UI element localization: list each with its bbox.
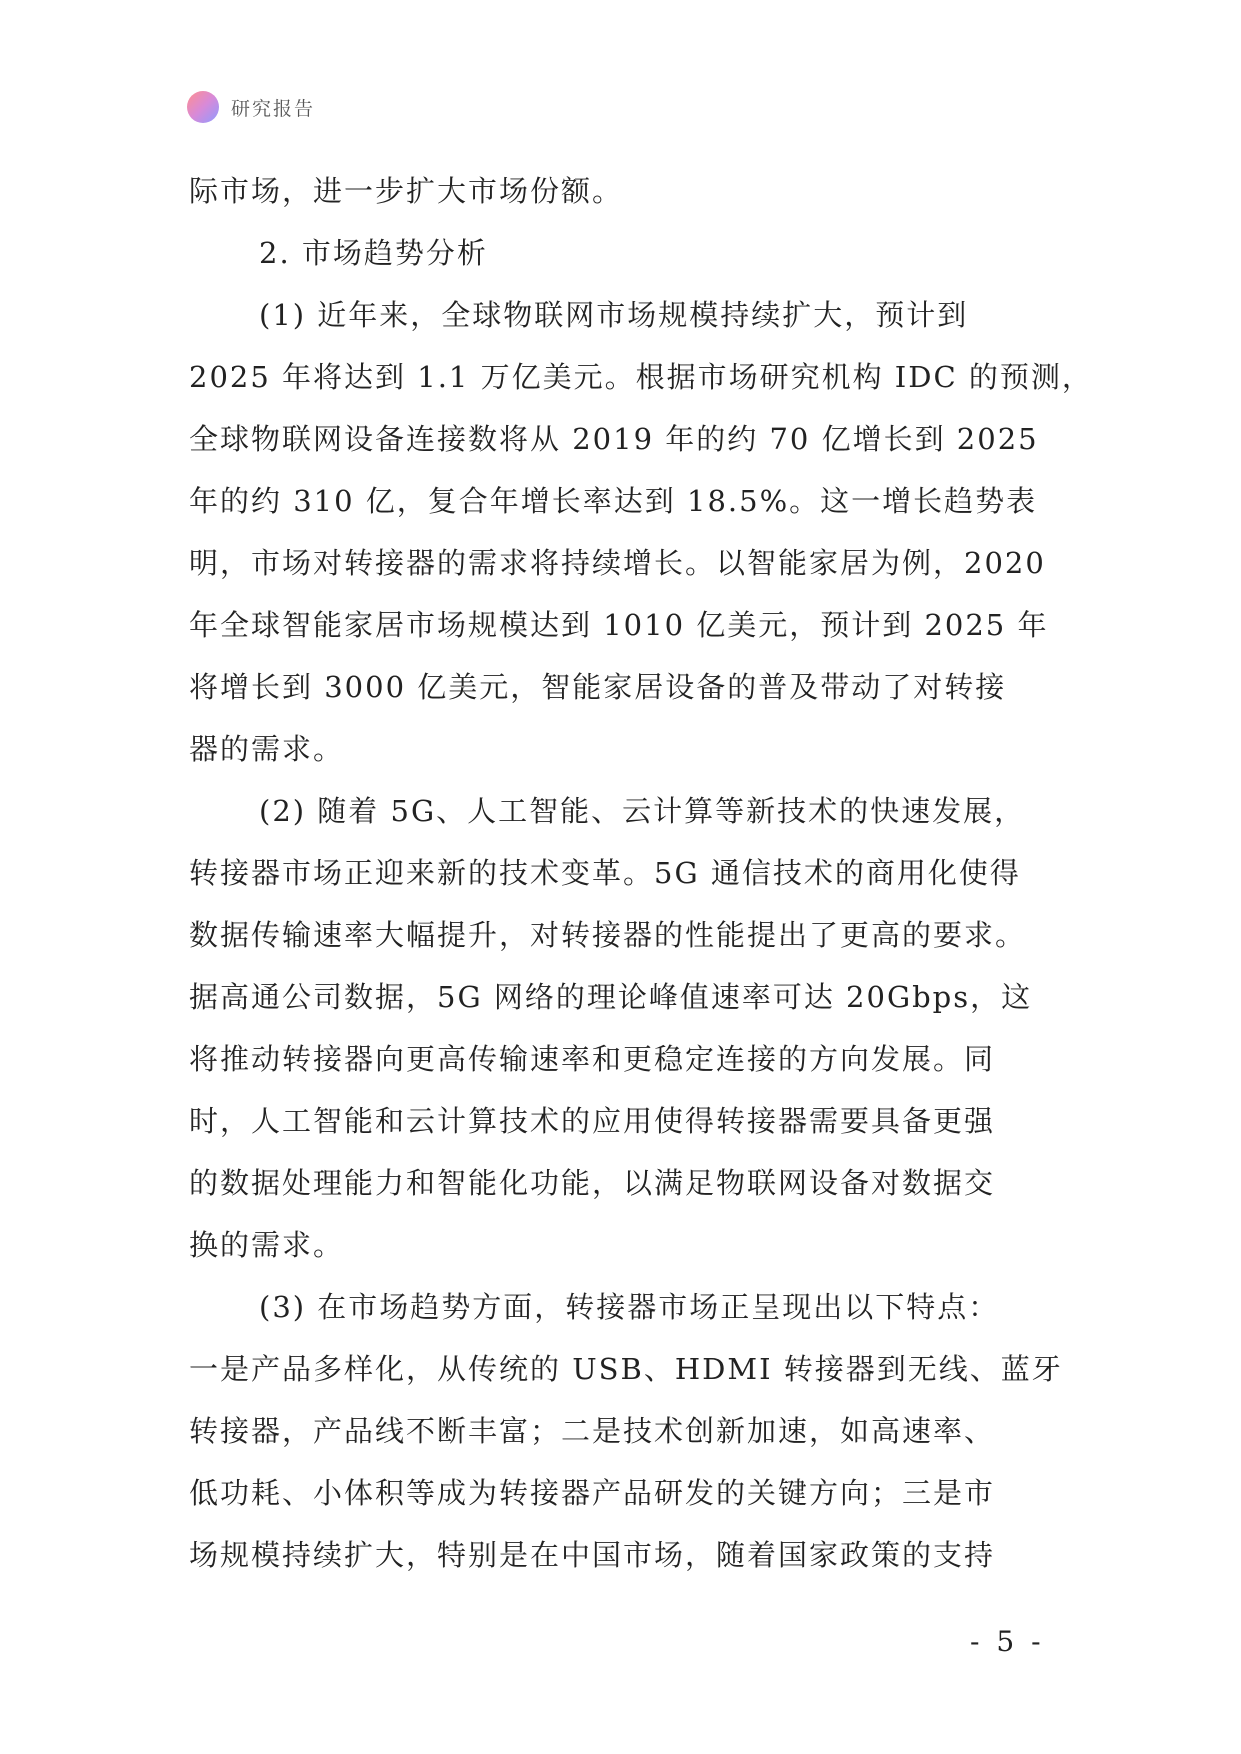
paragraph-line: 的数据处理能力和智能化功能，以满足物联网设备对数据交: [189, 1166, 996, 1200]
page-header: [187, 89, 315, 125]
logo-icon: [187, 91, 219, 123]
paragraph-line: 场规模持续扩大，特别是在中国市场，随着国家政策的支持: [189, 1538, 996, 1572]
paragraph-line: 低功耗、小体积等成为转接器产品研发的关键方向；三是市: [189, 1476, 996, 1510]
paragraph-line: 一是产品多样化，从传统的 USB、HDMI 转接器到无线、蓝牙: [189, 1352, 1063, 1386]
header-title: 研究报告: [231, 97, 316, 120]
paragraph-line: 换的需求。: [189, 1228, 345, 1262]
paragraph-line: 数据传输速率大幅提升，对转接器的性能提出了更高的要求。: [189, 918, 1027, 952]
paragraph-line: 将推动转接器向更高传输速率和更稳定连接的方向发展。同: [189, 1042, 996, 1076]
paragraph-line: (3) 在市场趋势方面，转接器市场正呈现出以下特点：: [259, 1290, 1000, 1324]
paragraph-line: (2) 随着 5G、人工智能、云计算等新技术的快速发展，: [259, 794, 1026, 828]
paragraph-line: 转接器市场正迎来新的技术变革。5G 通信技术的商用化使得: [189, 856, 1021, 890]
paragraph-line: 年全球智能家居市场规模达到 1010 亿美元，预计到 2025 年: [189, 608, 1049, 642]
paragraph-line: 全球物联网设备连接数将从 2019 年的约 70 亿增长到 2025: [189, 422, 1039, 456]
paragraph-line: 将增长到 3000 亿美元，智能家居设备的普及带动了对转接: [189, 670, 1007, 704]
paragraph-line: (1) 近年来，全球物联网市场规模持续扩大，预计到: [259, 298, 969, 332]
section-heading: 2. 市场趋势分析: [259, 236, 488, 270]
paragraph-line: 2025 年将达到 1.1 万亿美元。根据市场研究机构 IDC 的预测，: [189, 360, 1093, 394]
paragraph-line: 明，市场对转接器的需求将持续增长。以智能家居为例，2020: [189, 546, 1046, 580]
paragraph-line: 据高通公司数据，5G 网络的理论峰值速率可达 20Gbps，这: [189, 980, 1033, 1014]
paragraph-line: 时，人工智能和云计算技术的应用使得转接器需要具备更强: [189, 1104, 996, 1138]
paragraph-line: 际市场，进一步扩大市场份额。: [189, 174, 624, 208]
paragraph-line: 器的需求。: [189, 732, 345, 766]
document-body: [189, 160, 1093, 1586]
paragraph-line: 年的约 310 亿，复合年增长率达到 18.5%。这一增长趋势表: [189, 484, 1038, 518]
paragraph-line: 转接器，产品线不断丰富；二是技术创新加速，如高速率、: [189, 1414, 996, 1448]
page-number: - 5 -: [970, 1625, 1045, 1658]
